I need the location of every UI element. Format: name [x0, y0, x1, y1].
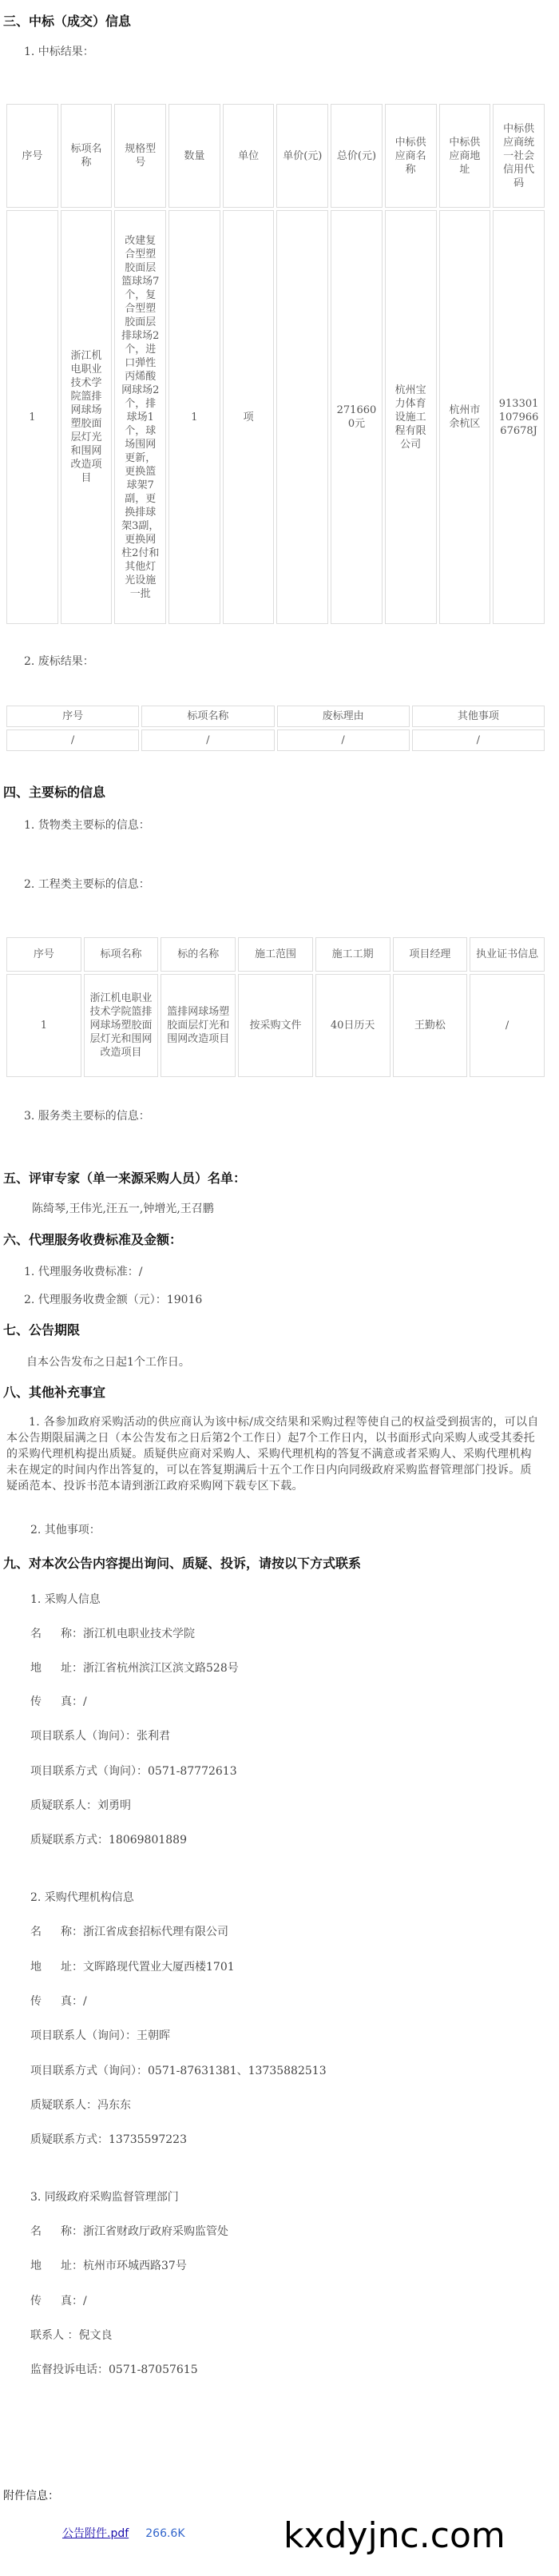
column-header: 中标供应商统一社会信用代码: [493, 104, 545, 208]
section-7-title: 七、公告期限: [3, 1322, 81, 1338]
table-cell: /: [277, 729, 410, 751]
table-cell: /: [6, 729, 139, 751]
buyer-phone: 项目联系方式（询问）：0571-87772613: [30, 1765, 237, 1778]
table-header-row: [6, 706, 545, 727]
table-cell: 2716600元: [331, 210, 383, 624]
agency-address-row: 地址：文晖路现代置业大厦西楼1701: [30, 1961, 235, 1974]
table-cell: 项: [223, 210, 275, 624]
section-9-title: 九、对本次公告内容提出询问、质疑、投诉，请按以下方式联系: [3, 1556, 362, 1571]
win-result-label: 1. 中标结果：: [24, 46, 94, 58]
table-cell: 91330110796667678J: [493, 210, 545, 624]
buyer-address-row: 地址：浙江省杭州滨江区滨文路528号: [30, 1662, 239, 1675]
agency-heading: 2. 采购代理机构信息: [30, 1891, 134, 1904]
column-header: 项目经理: [393, 937, 468, 972]
watermark: kxdyjnc.com: [283, 2515, 505, 2556]
fail-result-label: 2. 废标结果：: [24, 655, 94, 668]
buyer-fax: /: [83, 1695, 87, 1708]
fee-standard: 1. 代理服务收费标准：/: [24, 1266, 143, 1278]
buyer-query-phone: 质疑联系方式：18069801889: [30, 1834, 187, 1847]
column-header: 执业证书信息: [470, 937, 545, 972]
table-cell: 1: [6, 974, 81, 1077]
regulator-fax-row: 传真：/: [30, 2295, 87, 2308]
buyer-name-row: 名称：浙江机电职业技术学院: [30, 1628, 195, 1640]
label: 传真: [30, 1695, 72, 1708]
agency-fax: /: [83, 1995, 87, 2008]
table-cell: 改建复合型塑胶面层篮球场7个，复合型塑胶面层排球场2个，进口弹性丙烯酸网球场2个，排球场1个，球场围网更新，更换篮球架7副，更换排球架3副，更换网柱2付和其他灯光设施一批: [114, 210, 166, 624]
agency-address: 文晖路现代置业大厦西楼1701: [83, 1961, 235, 1974]
column-header: 标项名称: [61, 104, 113, 208]
goods-info-label: 1. 货物类主要标的信息：: [24, 819, 150, 832]
label: 传真: [30, 2295, 72, 2308]
table-row: [6, 210, 545, 624]
regulator-address-row: 地址：杭州市环城西路37号: [30, 2260, 187, 2272]
table-cell: /: [412, 729, 545, 751]
buyer-name: 浙江机电职业技术学院: [83, 1628, 195, 1640]
label: 名称: [30, 1926, 72, 1938]
complaint-paragraph: 1. 各参加政府采购活动的供应商认为该中标/成交结果和采购过程等使自己的权益受到损害的，可以自本公告期限届满之日（本公告发布之日后第2个工作日）起7个工作日内，以书面形式向采购人或受其委托的采购代理机构提出质疑。质疑供应商对采购人、采购代理机构的答复不满意或者采购人、采购代理机构未在规定的时间内作出答复的，可以在答复期满后十五个工作日内向同级政府采购监督管理部门投诉。质疑函范本、投诉书范本请到浙江政府采购网下载专区下载。: [6, 1416, 539, 1493]
section-4-title: 四、主要标的信息: [3, 785, 106, 800]
regulator-name: 浙江省财政厅政府采购监管处: [83, 2225, 228, 2238]
service-info-label: 3. 服务类主要标的信息：: [24, 1110, 150, 1123]
engineering-table: [4, 935, 547, 1079]
regulator-name-row: 名称：浙江省财政厅政府采购监管处: [30, 2225, 228, 2238]
table-cell: 1: [6, 210, 58, 624]
column-header: 单位: [223, 104, 275, 208]
section-8-title: 八、其他补充事宜: [3, 1385, 106, 1400]
table-cell: 杭州市余杭区: [439, 210, 491, 624]
agency-query-contact: 质疑联系人：冯东东: [30, 2099, 131, 2112]
section-3-title: 三、中标（成交）信息: [3, 14, 132, 29]
buyer-contact: 项目联系人（询问）：张利君: [30, 1730, 170, 1743]
table-cell: /: [470, 974, 545, 1077]
table-cell: 篮排网球场塑胶面层灯光和围网改造项目: [161, 974, 236, 1077]
table-row: [6, 974, 545, 1077]
table-cell: 按采购文件: [238, 974, 313, 1077]
column-header: 序号: [6, 706, 139, 727]
table-cell: /: [141, 729, 274, 751]
table-cell: 王勤松: [393, 974, 468, 1077]
win-result-table: [4, 101, 547, 626]
expert-names: 陈绮琴,王伟光,汪五一,钟增光,王召鹏: [32, 1203, 214, 1215]
regulator-heading: 3. 同级政府采购监督管理部门: [30, 2191, 179, 2204]
buyer-fax-row: 传真：/: [30, 1695, 87, 1708]
table-cell: 杭州宝力体育设施工程有限公司: [385, 210, 437, 624]
agency-fax-row: 传真：/: [30, 1995, 87, 2008]
column-header: 单价(元): [276, 104, 328, 208]
column-header: 废标理由: [277, 706, 410, 727]
column-header: 其他事项: [412, 706, 545, 727]
column-header: 施工工期: [315, 937, 391, 972]
agency-name-row: 名称：浙江省成套招标代理有限公司: [30, 1926, 228, 1938]
regulator-contact: 联系人 ：倪文良: [30, 2329, 113, 2342]
fail-result-table: [4, 703, 547, 753]
notice-period: 自本公告发布之日起1个工作日。: [26, 1356, 190, 1369]
buyer-address: 浙江省杭州滨江区滨文路528号: [83, 1662, 239, 1675]
column-header: 规格型号: [114, 104, 166, 208]
label: 地址: [30, 2260, 72, 2272]
agency-contact: 项目联系人（询问）：王朝晖: [30, 2029, 170, 2042]
table-row: [6, 729, 545, 751]
engineering-info-label: 2. 工程类主要标的信息：: [24, 878, 150, 891]
label: 传真: [30, 1995, 72, 2008]
column-header: 序号: [6, 104, 58, 208]
column-header: 总价(元): [331, 104, 383, 208]
table-cell: 1: [168, 210, 220, 624]
column-header: 标的名称: [161, 937, 236, 972]
label: 地址: [30, 1662, 72, 1675]
label: 名称: [30, 2225, 72, 2238]
column-header: 序号: [6, 937, 81, 972]
attachment-link[interactable]: 公告附件.pdf: [62, 2527, 129, 2540]
column-header: 标项名称: [141, 706, 274, 727]
label: 名称: [30, 1628, 72, 1640]
column-header: 标项名称: [84, 937, 159, 972]
agency-phone: 项目联系方式（询问）：0571-87631381、13735882513: [30, 2065, 327, 2077]
buyer-query-contact: 质疑联系人：刘勇明: [30, 1799, 131, 1812]
regulator-phone: 监督投诉电话：0571-87057615: [30, 2363, 198, 2376]
attachment-size: 266.6K: [145, 2527, 185, 2540]
agency-name: 浙江省成套招标代理有限公司: [83, 1926, 228, 1938]
regulator-address: 杭州市环城西路37号: [83, 2260, 187, 2272]
column-header: 中标供应商地址: [439, 104, 491, 208]
regulator-fax: /: [83, 2295, 87, 2308]
table-cell: [276, 210, 328, 624]
column-header: 施工范围: [238, 937, 313, 972]
section-6-title: 六、代理服务收费标准及金额：: [3, 1232, 183, 1247]
fee-amount: 2. 代理服务收费金额（元）：19016: [24, 1294, 203, 1306]
table-cell: 浙江机电职业技术学院篮排网球场塑胶面层灯光和围网改造项目: [61, 210, 113, 624]
table-header-row: [6, 104, 545, 208]
buyer-heading: 1. 采购人信息: [30, 1593, 101, 1606]
section-5-title: 五、评审专家（单一来源采购人员）名单：: [3, 1171, 247, 1186]
attachment-item: [62, 2525, 185, 2541]
column-header: 数量: [168, 104, 220, 208]
attachments-label: 附件信息：: [3, 2490, 59, 2502]
other-matters: 2. 其他事项：: [30, 1524, 101, 1536]
column-header: 中标供应商名称: [385, 104, 437, 208]
label: 地址: [30, 1961, 72, 1974]
table-header-row: [6, 937, 545, 972]
table-cell: 浙江机电职业技术学院篮排网球场塑胶面层灯光和围网改造项目: [84, 974, 159, 1077]
table-cell: 40日历天: [315, 974, 391, 1077]
agency-query-phone: 质疑联系方式：13735597223: [30, 2133, 187, 2146]
